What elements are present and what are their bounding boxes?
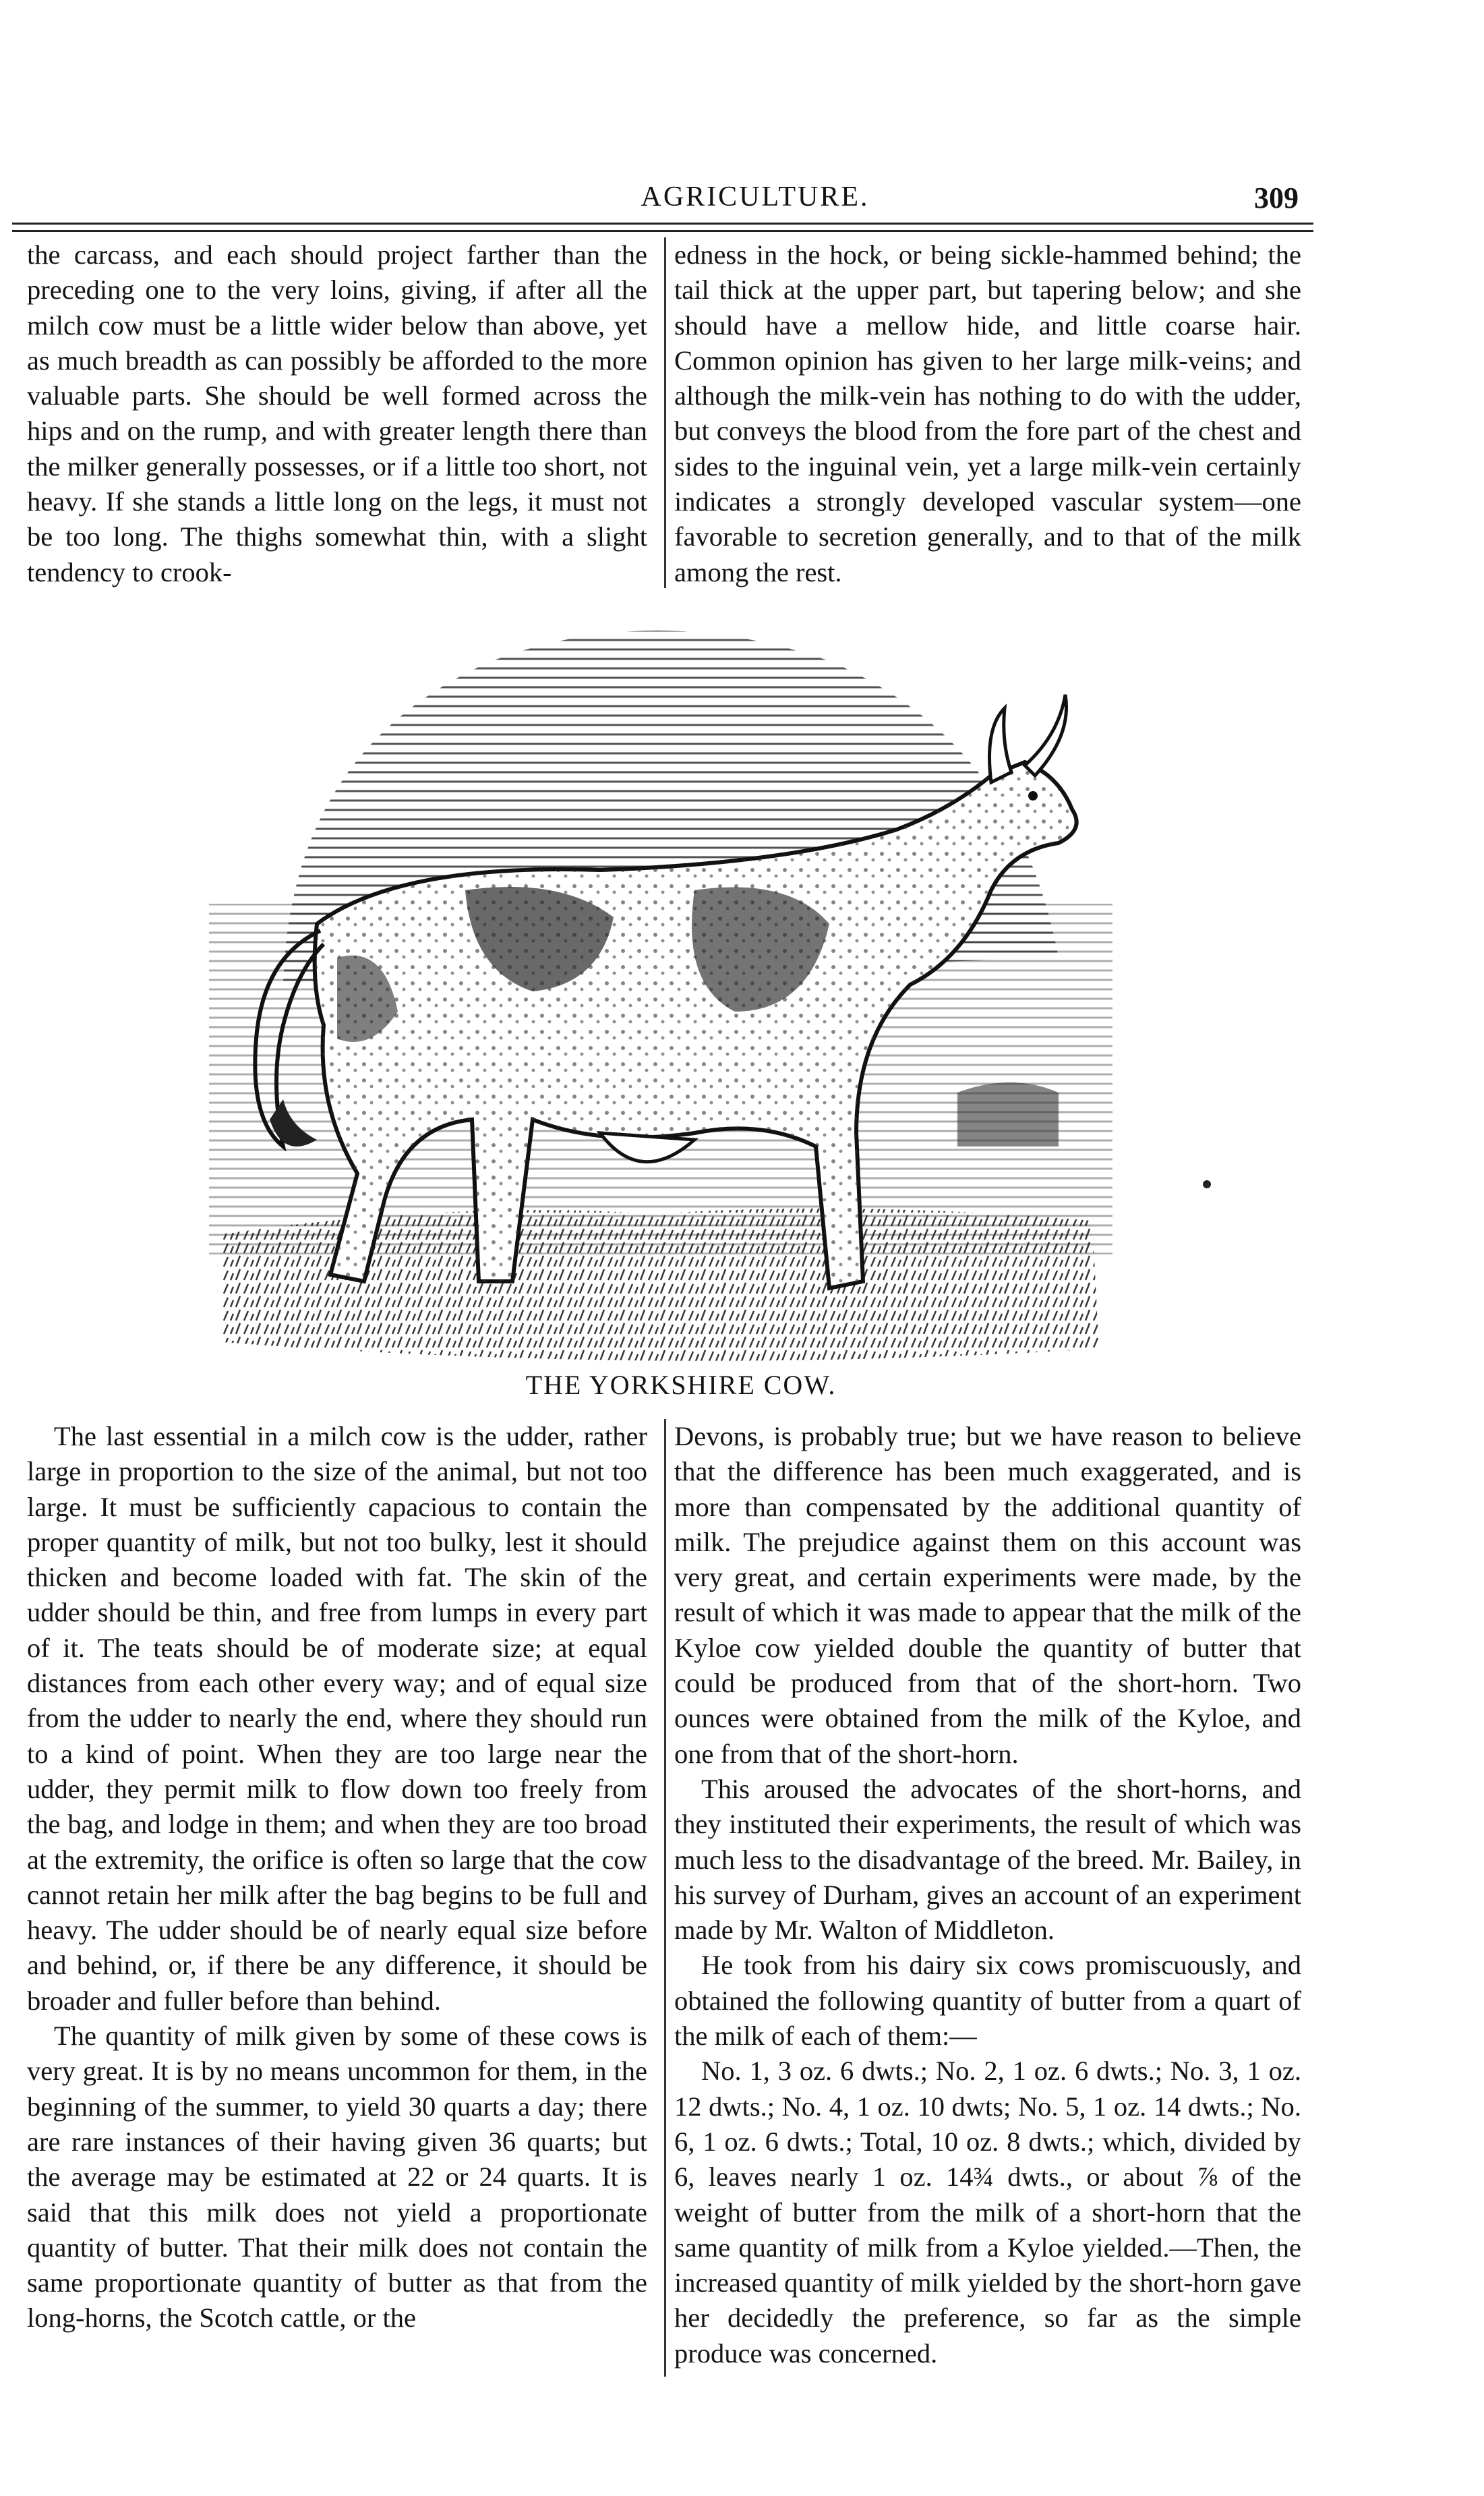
- printing-speck: [1203, 1180, 1211, 1188]
- paragraph: The last essential in a milch cow is the udder, rather large in proportion to the size of the animal, but not too large. It must be sufficiently capacious to contain the proper quantity of milk, but not too bulky, lest it should thicken and become loaded with fat. The skin of the udder should be thin, and free from lumps in every part of it. The teats should be of moderate size; at equal distances from each other every way; and of equal size from the udder to nearly the end, where they should run to a kind of point. When they are too large near the udder, they permit milk to flow down too freely from the bag, and lodge in them; and when they are too broad at the extremity, the orifice is often so large that the cow cannot retain her milk after the bag begins to be full and heavy. The udder should be of nearly equal size before and behind, or, if there be any difference, it should be broader and fuller before than behind.: [27, 1421, 647, 2016]
- yorkshire-cow-engraving: [182, 607, 1139, 1396]
- column-divider-bottom: [664, 1419, 666, 2377]
- paragraph: He took from his dairy six cows promiscuously, and obtained the following quantity of butter from a quart of the milk of each of them:—: [674, 1950, 1301, 2052]
- paragraph: The quantity of milk given by some of these cows is very great. It is by no means uncommon for them, in the beginning of the summer, to yield 30 quarts a day; there are rare instances of their having given 36 quarts; but the average may be estimated at 22 or 24 quarts. It is said that this milk does not yield a proportionate quantity of butter. That their milk does not contain the same proportionate quantity of butter as that from the long-horns, the Scotch cattle, or the: [27, 2021, 647, 2333]
- header-rule: [12, 223, 1313, 225]
- top-right-column: [674, 237, 1301, 590]
- page-number: 309: [1254, 181, 1299, 214]
- paragraph: No. 1, 3 oz. 6 dwts.; No. 2, 1 oz. 6 dwts.; No. 3, 1 oz. 12 dwts.; No. 4, 1 oz. 10 dwts; No. 5, 1 oz. 14 dwts.; No. 6, 1 oz. 6 dwts.; Total, 10 oz. 8 dwts.; which, divided by 6, leaves nearly 1 oz. 14¾ dwts., or about ⅞ of the weight of butter from the milk of a short-horn that the same quantity of milk from a Kyloe yielded.—Then, the increased quantity of milk yielded by the short-horn gave her decidedly the preference, so far as the simple produce was concerned.: [674, 2056, 1301, 2369]
- paragraph: Devons, is probably true; but we have reason to believe that the difference has been much exaggerated, and is more than compensated by the additional quantity of milk. The prejudice against them on this account was very great, and certain experiments were made, by the result of which it was made to appear that the milk of the Kyloe cow yielded double the quantity of butter that could be produced from that of the short-horn. Two ounces were obtained from the milk of the Kyloe, and one from that of the short-horn.: [674, 1421, 1301, 1769]
- page-header: [0, 181, 1484, 221]
- cow-illustration: [182, 607, 1139, 1396]
- bottom-left-column: [27, 1419, 647, 2336]
- bottom-right-column: [674, 1419, 1301, 2371]
- header-rule-double: [12, 230, 1313, 232]
- column-divider-top: [664, 237, 666, 588]
- top-left-column: [27, 237, 647, 590]
- paragraph: edness in the hock, or being sickle-hammed behind; the tail thick at the upper part, but tapering below; and she should have a mellow hide, and little coarse hair. Common opinion has given to her large milk-veins; and although the milk-vein has nothing to do with the udder, but conveys the blood from the fore part of the chest and sides to the inguinal vein, yet a large milk-vein certainly indicates a strongly developed vascular system—one favorable to secretion generally, and to that of the milk among the rest.: [674, 239, 1301, 587]
- paragraph: the carcass, and each should project farther than the preceding one to the very loins, giving, if after all the milch cow must be a little wider below than above, yet as much breadth as can possibly be afforded to the more valuable parts. She should be well formed across the hips and on the rump, and with greater length there than the milker generally possesses, or if a little too short, not heavy. If she stands a little long on the legs, it must not be too long. The thighs somewhat thin, with a slight tendency to crook-: [27, 239, 647, 587]
- figure-caption: THE YORKSHIRE COW.: [525, 1370, 837, 1400]
- running-title: AGRICULTURE.: [641, 181, 870, 212]
- paragraph: This aroused the advocates of the short-horns, and they instituted their experiments, the result of which was much less to the disadvantage of the breed. Mr. Bailey, in his survey of Durham, gives an account of an experiment made by Mr. Walton of Middleton.: [674, 1773, 1301, 1946]
